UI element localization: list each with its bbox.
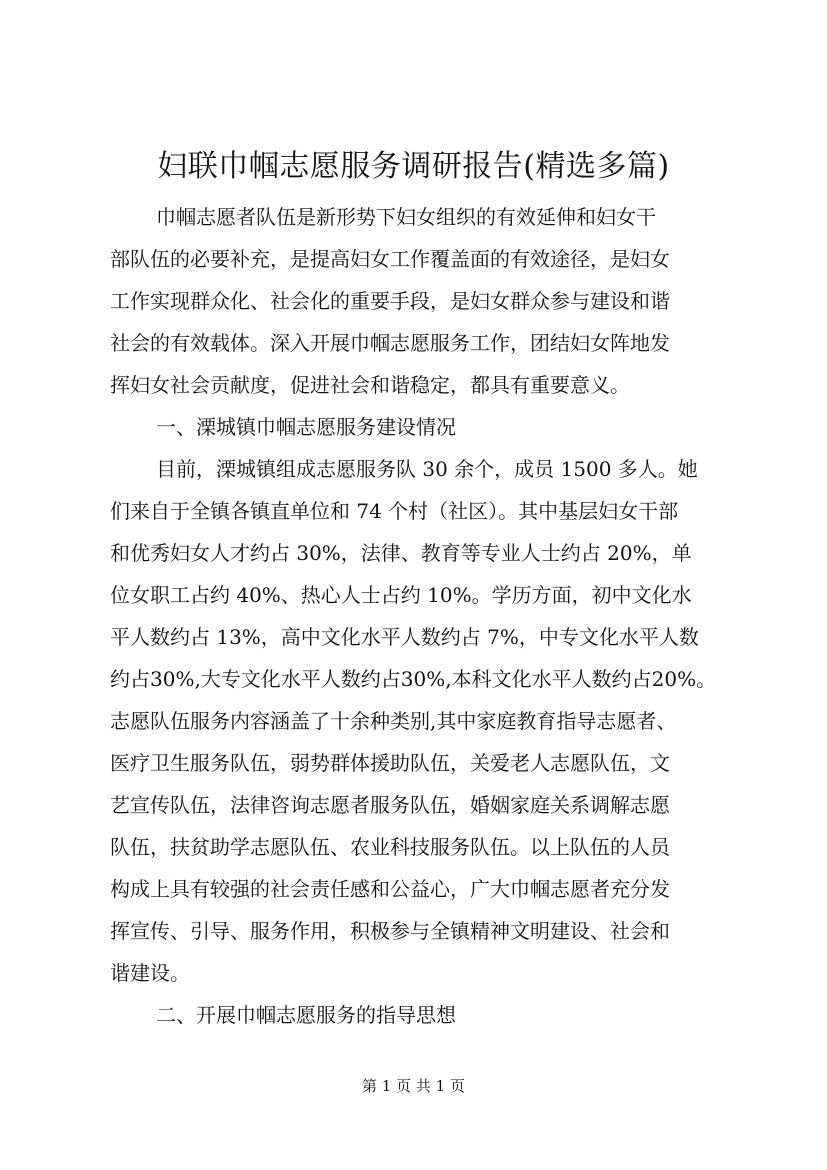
paragraph-line: 社会的有效载体。深入开展巾帼志愿服务工作，团结妇女阵地发 <box>110 331 670 355</box>
paragraph-line: 约占30%,大专文化水平人数约占30%,本科文化水平人数约占20%。 <box>110 667 717 691</box>
section-heading: 一、溧城镇巾帼志愿服务建设情况 <box>156 415 456 439</box>
paragraph-line: 志愿队伍服务内容涵盖了十余种类别,其中家庭教育指导志愿者、 <box>110 709 677 733</box>
paragraph-line: 队伍，扶贫助学志愿队伍、农业科技服务队伍。以上队伍的人员 <box>110 835 670 859</box>
paragraph-line: 平人数约占 13%，高中文化水平人数约占 7%，中专文化水平人数 <box>110 625 699 649</box>
paragraph-line: 部队伍的必要补充，是提高妇女工作覆盖面的有效途径，是妇女 <box>110 247 670 271</box>
paragraph-line: 位女职工占约 40%、热心人士占约 10%。学历方面，初中文化水 <box>110 583 692 607</box>
paragraph-line: 医疗卫生服务队伍，弱势群体援助队伍，关爱老人志愿队伍，文 <box>110 751 670 775</box>
paragraph-line: 挥妇女社会贡献度，促进社会和谐稳定，都具有重要意义。 <box>110 373 630 397</box>
document-title: 妇联巾帼志愿服务调研报告(精选多篇) <box>157 149 670 184</box>
paragraph-line: 巾帼志愿者队伍是新形势下妇女组织的有效延伸和妇女干 <box>156 205 656 229</box>
paragraph-line: 和优秀妇女人才约占 30%，法律、教育等专业人士约占 20%，单 <box>110 541 692 565</box>
paragraph-line: 工作实现群众化、社会化的重要手段，是妇女群众参与建设和谐 <box>110 289 670 313</box>
paragraph-line: 们来自于全镇各镇直单位和 74 个村（社区）。其中基层妇女干部 <box>110 499 679 523</box>
paragraph-line: 构成上具有较强的社会责任感和公益心，广大巾帼志愿者充分发 <box>110 877 670 901</box>
paragraph-line: 艺宣传队伍，法律咨询志愿者服务队伍，婚姻家庭关系调解志愿 <box>110 793 670 817</box>
paragraph-line: 谐建设。 <box>110 961 190 985</box>
paragraph-line: 挥宣传、引导、服务作用，积极参与全镇精神文明建设、社会和 <box>110 919 670 943</box>
section-heading: 二、开展巾帼志愿服务的指导思想 <box>156 1003 456 1027</box>
document-body <box>110 196 730 1036</box>
paragraph-line: 目前，溧城镇组成志愿服务队 30 余个，成员 1500 多人。她 <box>156 457 698 481</box>
page-number-footer: 第 1 页 共 1 页 <box>362 1077 465 1095</box>
